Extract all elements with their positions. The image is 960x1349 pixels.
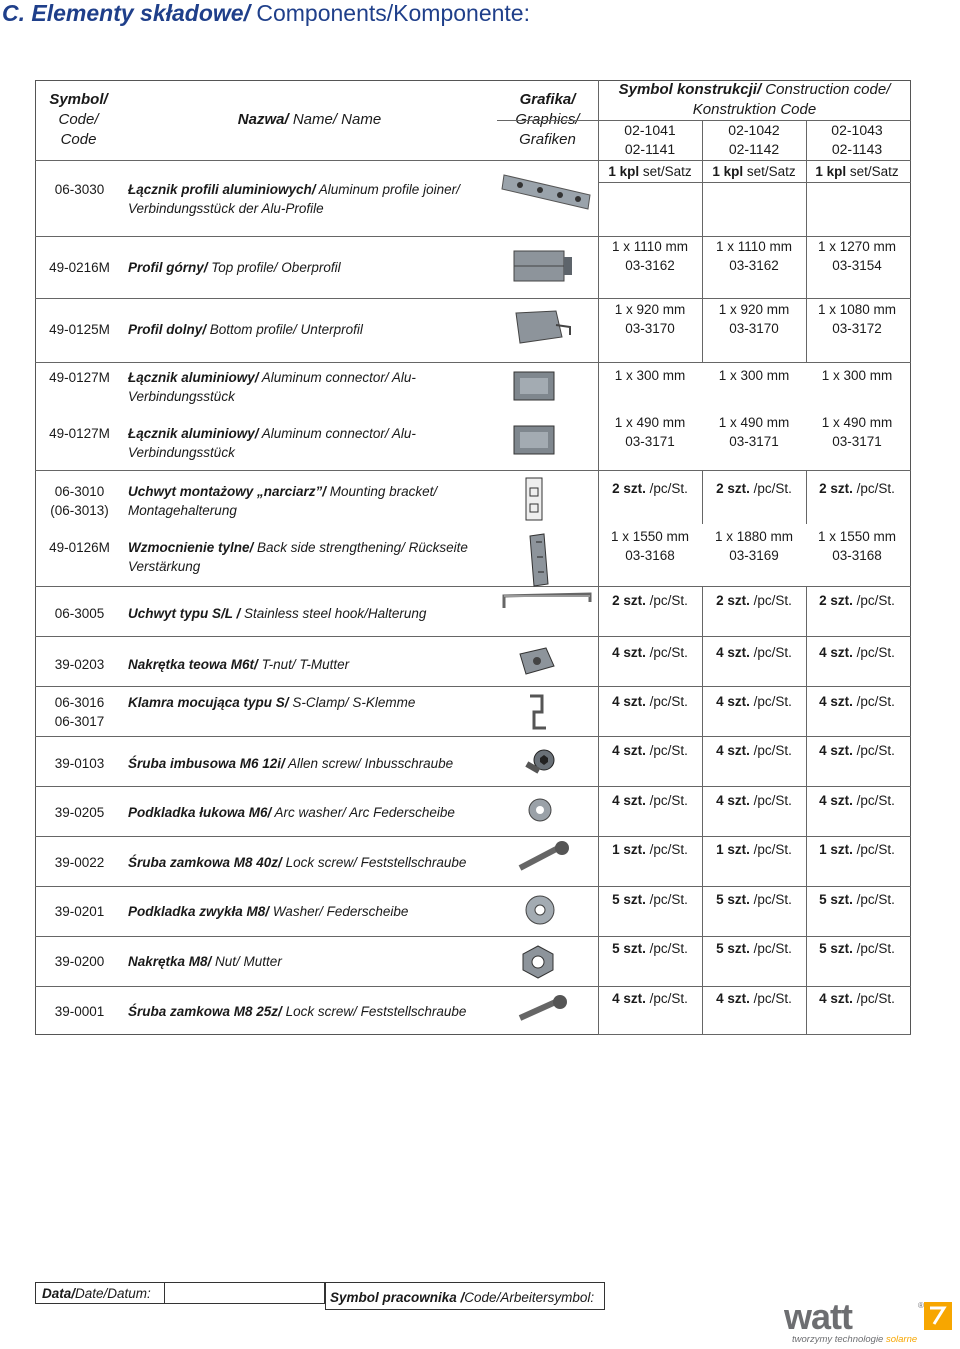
row-divider	[598, 586, 911, 587]
row-quantity-1: 4 szt. /pc/St.	[612, 793, 688, 808]
row-name: Łącznik profili aluminiowych/ Aluminum profile joiner/ Verbindungsstück der Alu-Profile	[128, 182, 460, 216]
row-quantity-3: 4 szt. /pc/St.	[819, 743, 895, 758]
header-name: Nazwa/ Name/ Name	[237, 111, 382, 128]
row-divider	[35, 986, 911, 987]
column-divider	[806, 120, 807, 236]
row-quantity-2: 1 x 300 mm	[718, 368, 790, 383]
row-quantity-1: 4 szt. /pc/St.	[612, 991, 688, 1006]
top-profile-icon	[510, 243, 575, 288]
row-quantity-2: 1 x 1110 mm 03-3162	[715, 239, 793, 273]
svg-text:watt: watt	[784, 1300, 852, 1337]
svg-text:®: ®	[918, 1301, 924, 1310]
row-symbol: 06-3005	[54, 606, 105, 621]
row-quantity-2: 1 szt. /pc/St.	[716, 842, 792, 857]
row-quantity-2: 1 kpl set/Satz	[712, 164, 796, 179]
row-name: Uchwyt typu S/L / Stainless steel hook/Halterung	[128, 606, 427, 621]
row-name: Nakrętka teowa M6t/ T-nut/ T-Mutter	[128, 657, 350, 672]
row-quantity-3: 4 szt. /pc/St.	[819, 991, 895, 1006]
steel-hook-icon	[500, 588, 595, 614]
row-quantity-1: 2 szt. /pc/St.	[612, 481, 688, 496]
row-divider	[598, 1034, 911, 1035]
row-quantity-2: 2 szt. /pc/St.	[716, 481, 792, 496]
row-quantity-1: 1 x 300 mm	[614, 368, 686, 383]
bottom-profile-icon	[510, 305, 575, 350]
lock-screw-icon	[512, 992, 572, 1026]
logo-graphic	[784, 1300, 956, 1344]
row-name: Profil dolny/ Bottom profile/ Unterprofil	[128, 322, 363, 337]
row-symbol: 49-0127M	[49, 370, 110, 385]
row-symbol: 49-0125M	[49, 322, 110, 337]
row-symbol: 06-3030	[54, 182, 105, 197]
row-quantity-1: 5 szt. /pc/St.	[612, 892, 688, 907]
strengthening-bar-icon	[524, 532, 554, 587]
column-divider	[598, 80, 599, 1034]
joiner-plate-icon	[500, 165, 595, 215]
row-quantity-2: 2 szt. /pc/St.	[716, 593, 792, 608]
row-divider	[598, 182, 911, 183]
row-divider	[35, 686, 911, 687]
column-divider	[702, 586, 703, 1034]
date-field[interactable]: Data/Date/Datum:	[35, 1282, 165, 1304]
row-quantity-1: 4 szt. /pc/St.	[612, 694, 688, 709]
row-quantity-1: 1 kpl set/Satz	[608, 164, 692, 179]
employee-code-field[interactable]: Symbol pracownika /Code/Arbeitersymbol:	[325, 1282, 605, 1310]
row-quantity-3: 1 x 300 mm	[821, 368, 893, 383]
row-divider	[35, 786, 911, 787]
row-name: Łącznik aluminiowy/ Aluminum connector/ Alu-Verbindungsstück	[128, 426, 416, 460]
header-symbol: Symbol/ Code/ Code	[49, 91, 108, 148]
column-divider	[702, 236, 703, 362]
row-quantity-3: 1 kpl set/Satz	[815, 164, 899, 179]
row-quantity-2: 4 szt. /pc/St.	[716, 991, 792, 1006]
row-divider	[35, 936, 911, 937]
row-quantity-3: 4 szt. /pc/St.	[819, 645, 895, 660]
row-divider	[497, 120, 911, 121]
row-quantity-1: 1 x 1110 mm 03-3162	[611, 239, 689, 273]
row-symbol: 06-3010 (06-3013)	[50, 484, 109, 518]
lock-screw-icon	[512, 838, 574, 876]
row-name: Wzmocnienie tylne/ Back side strengthening/ Rückseite Verstärkung	[128, 540, 468, 574]
header-graphics: Grafika/ Graphics/ Grafiken	[515, 91, 580, 148]
row-name: Śruba imbusowa M6 12i/ Allen screw/ Inbusschraube	[128, 756, 454, 771]
row-quantity-2: 4 szt. /pc/St.	[716, 793, 792, 808]
row-divider	[598, 636, 911, 637]
washer-icon	[524, 894, 556, 926]
row-quantity-3: 2 szt. /pc/St.	[819, 481, 895, 496]
row-divider	[35, 298, 911, 299]
row-quantity-3: 5 szt. /pc/St.	[819, 892, 895, 907]
row-symbol: 39-0205	[54, 805, 105, 820]
row-divider	[35, 736, 911, 737]
header-code-3: 02-1043 02-1143	[831, 122, 883, 157]
arc-washer-icon	[524, 797, 556, 823]
row-name: Podkladka łukowa M6/ Arc washer/ Arc Federscheibe	[128, 805, 455, 820]
row-divider	[35, 362, 911, 363]
date-value-field[interactable]	[165, 1282, 325, 1304]
s-clamp-icon	[524, 692, 552, 732]
row-divider	[598, 160, 911, 161]
row-name: Śruba zamkowa M8 40z/ Lock screw/ Feststellschraube	[128, 855, 467, 870]
row-symbol: 39-0103	[54, 756, 105, 771]
row-quantity-3: 4 szt. /pc/St.	[819, 694, 895, 709]
row-quantity-2: 1 x 920 mm 03-3170	[718, 302, 790, 336]
row-symbol: 39-0203	[54, 657, 105, 672]
column-divider	[806, 470, 807, 524]
svg-text:tworzymy technologie solarne: tworzymy technologie solarne	[792, 1334, 918, 1344]
row-symbol: 49-0127M	[49, 426, 110, 441]
row-name: Klamra mocująca typu S/ S-Clamp/ S-Klemme	[128, 695, 416, 710]
row-divider	[35, 470, 911, 471]
row-symbol: 39-0201	[54, 904, 105, 919]
row-quantity-3: 1 x 1550 mm 03-3168	[817, 529, 897, 563]
row-name: Śruba zamkowa M8 25z/ Lock screw/ Feststellschraube	[128, 1004, 467, 1019]
row-symbol: 49-0126M	[49, 540, 110, 555]
row-divider	[35, 886, 911, 887]
connector-icon	[510, 420, 560, 460]
row-quantity-3: 1 x 490 mm 03-3171	[821, 415, 893, 449]
row-quantity-3: 2 szt. /pc/St.	[819, 593, 895, 608]
row-quantity-1: 5 szt. /pc/St.	[612, 941, 688, 956]
row-quantity-2: 5 szt. /pc/St.	[716, 892, 792, 907]
row-quantity-3: 4 szt. /pc/St.	[819, 793, 895, 808]
row-quantity-3: 1 x 1080 mm 03-3172	[817, 302, 897, 336]
watt-logo	[784, 1300, 956, 1349]
t-nut-icon	[516, 644, 558, 678]
row-quantity-2: 4 szt. /pc/St.	[716, 694, 792, 709]
row-quantity-3: 1 szt. /pc/St.	[819, 842, 895, 857]
row-name: Podkladka zwykła M8/ Washer/ Federscheibe	[128, 904, 409, 919]
row-name: Nakrętka M8/ Nut/ Mutter	[128, 954, 282, 969]
row-quantity-2: 1 x 1880 mm 03-3169	[714, 529, 794, 563]
column-divider	[806, 586, 807, 1034]
allen-screw-icon	[520, 746, 558, 780]
row-symbol: 39-0001	[54, 1004, 105, 1019]
row-quantity-1: 4 szt. /pc/St.	[612, 645, 688, 660]
page-title: C. Elementy składowe/ Components/Komponente:	[2, 0, 530, 26]
row-symbol: 39-0022	[54, 855, 105, 870]
row-quantity-2: 4 szt. /pc/St.	[716, 645, 792, 660]
row-quantity-2: 4 szt. /pc/St.	[716, 743, 792, 758]
row-quantity-2: 1 x 490 mm 03-3171	[718, 415, 790, 449]
header-code-2: 02-1042 02-1142	[728, 122, 780, 157]
row-quantity-1: 4 szt. /pc/St.	[612, 743, 688, 758]
row-name: Łącznik aluminiowy/ Aluminum connector/ Alu-Verbindungsstück	[128, 370, 416, 404]
row-symbol: 06-3016 06-3017	[54, 695, 105, 729]
row-quantity-1: 1 x 490 mm 03-3171	[614, 415, 686, 449]
mounting-bracket-icon	[516, 474, 558, 524]
header-construction-code: Symbol konstrukcji/ Construction code/ Konstruktion Code	[618, 81, 891, 118]
row-divider	[35, 836, 911, 837]
hex-nut-icon	[520, 944, 556, 980]
row-divider	[35, 236, 911, 237]
column-divider	[702, 120, 703, 236]
header-code-1: 02-1041 02-1141	[624, 122, 676, 157]
row-quantity-3: 1 x 1270 mm 03-3154	[817, 239, 897, 273]
column-divider	[702, 470, 703, 524]
row-quantity-1: 1 x 1550 mm 03-3168	[610, 529, 690, 563]
row-quantity-1: 2 szt. /pc/St.	[612, 593, 688, 608]
row-symbol: 39-0200	[54, 954, 105, 969]
row-quantity-3: 5 szt. /pc/St.	[819, 941, 895, 956]
row-quantity-1: 1 x 920 mm 03-3170	[614, 302, 686, 336]
column-divider	[806, 236, 807, 362]
row-name: Uchwyt montażowy „narciarz”/ Mounting bracket/ Montagehalterung	[128, 484, 438, 518]
row-quantity-1: 1 szt. /pc/St.	[612, 842, 688, 857]
row-symbol: 49-0216M	[49, 260, 110, 275]
row-quantity-2: 5 szt. /pc/St.	[716, 941, 792, 956]
connector-icon	[510, 366, 560, 406]
row-name: Profil górny/ Top profile/ Oberprofil	[128, 260, 341, 275]
